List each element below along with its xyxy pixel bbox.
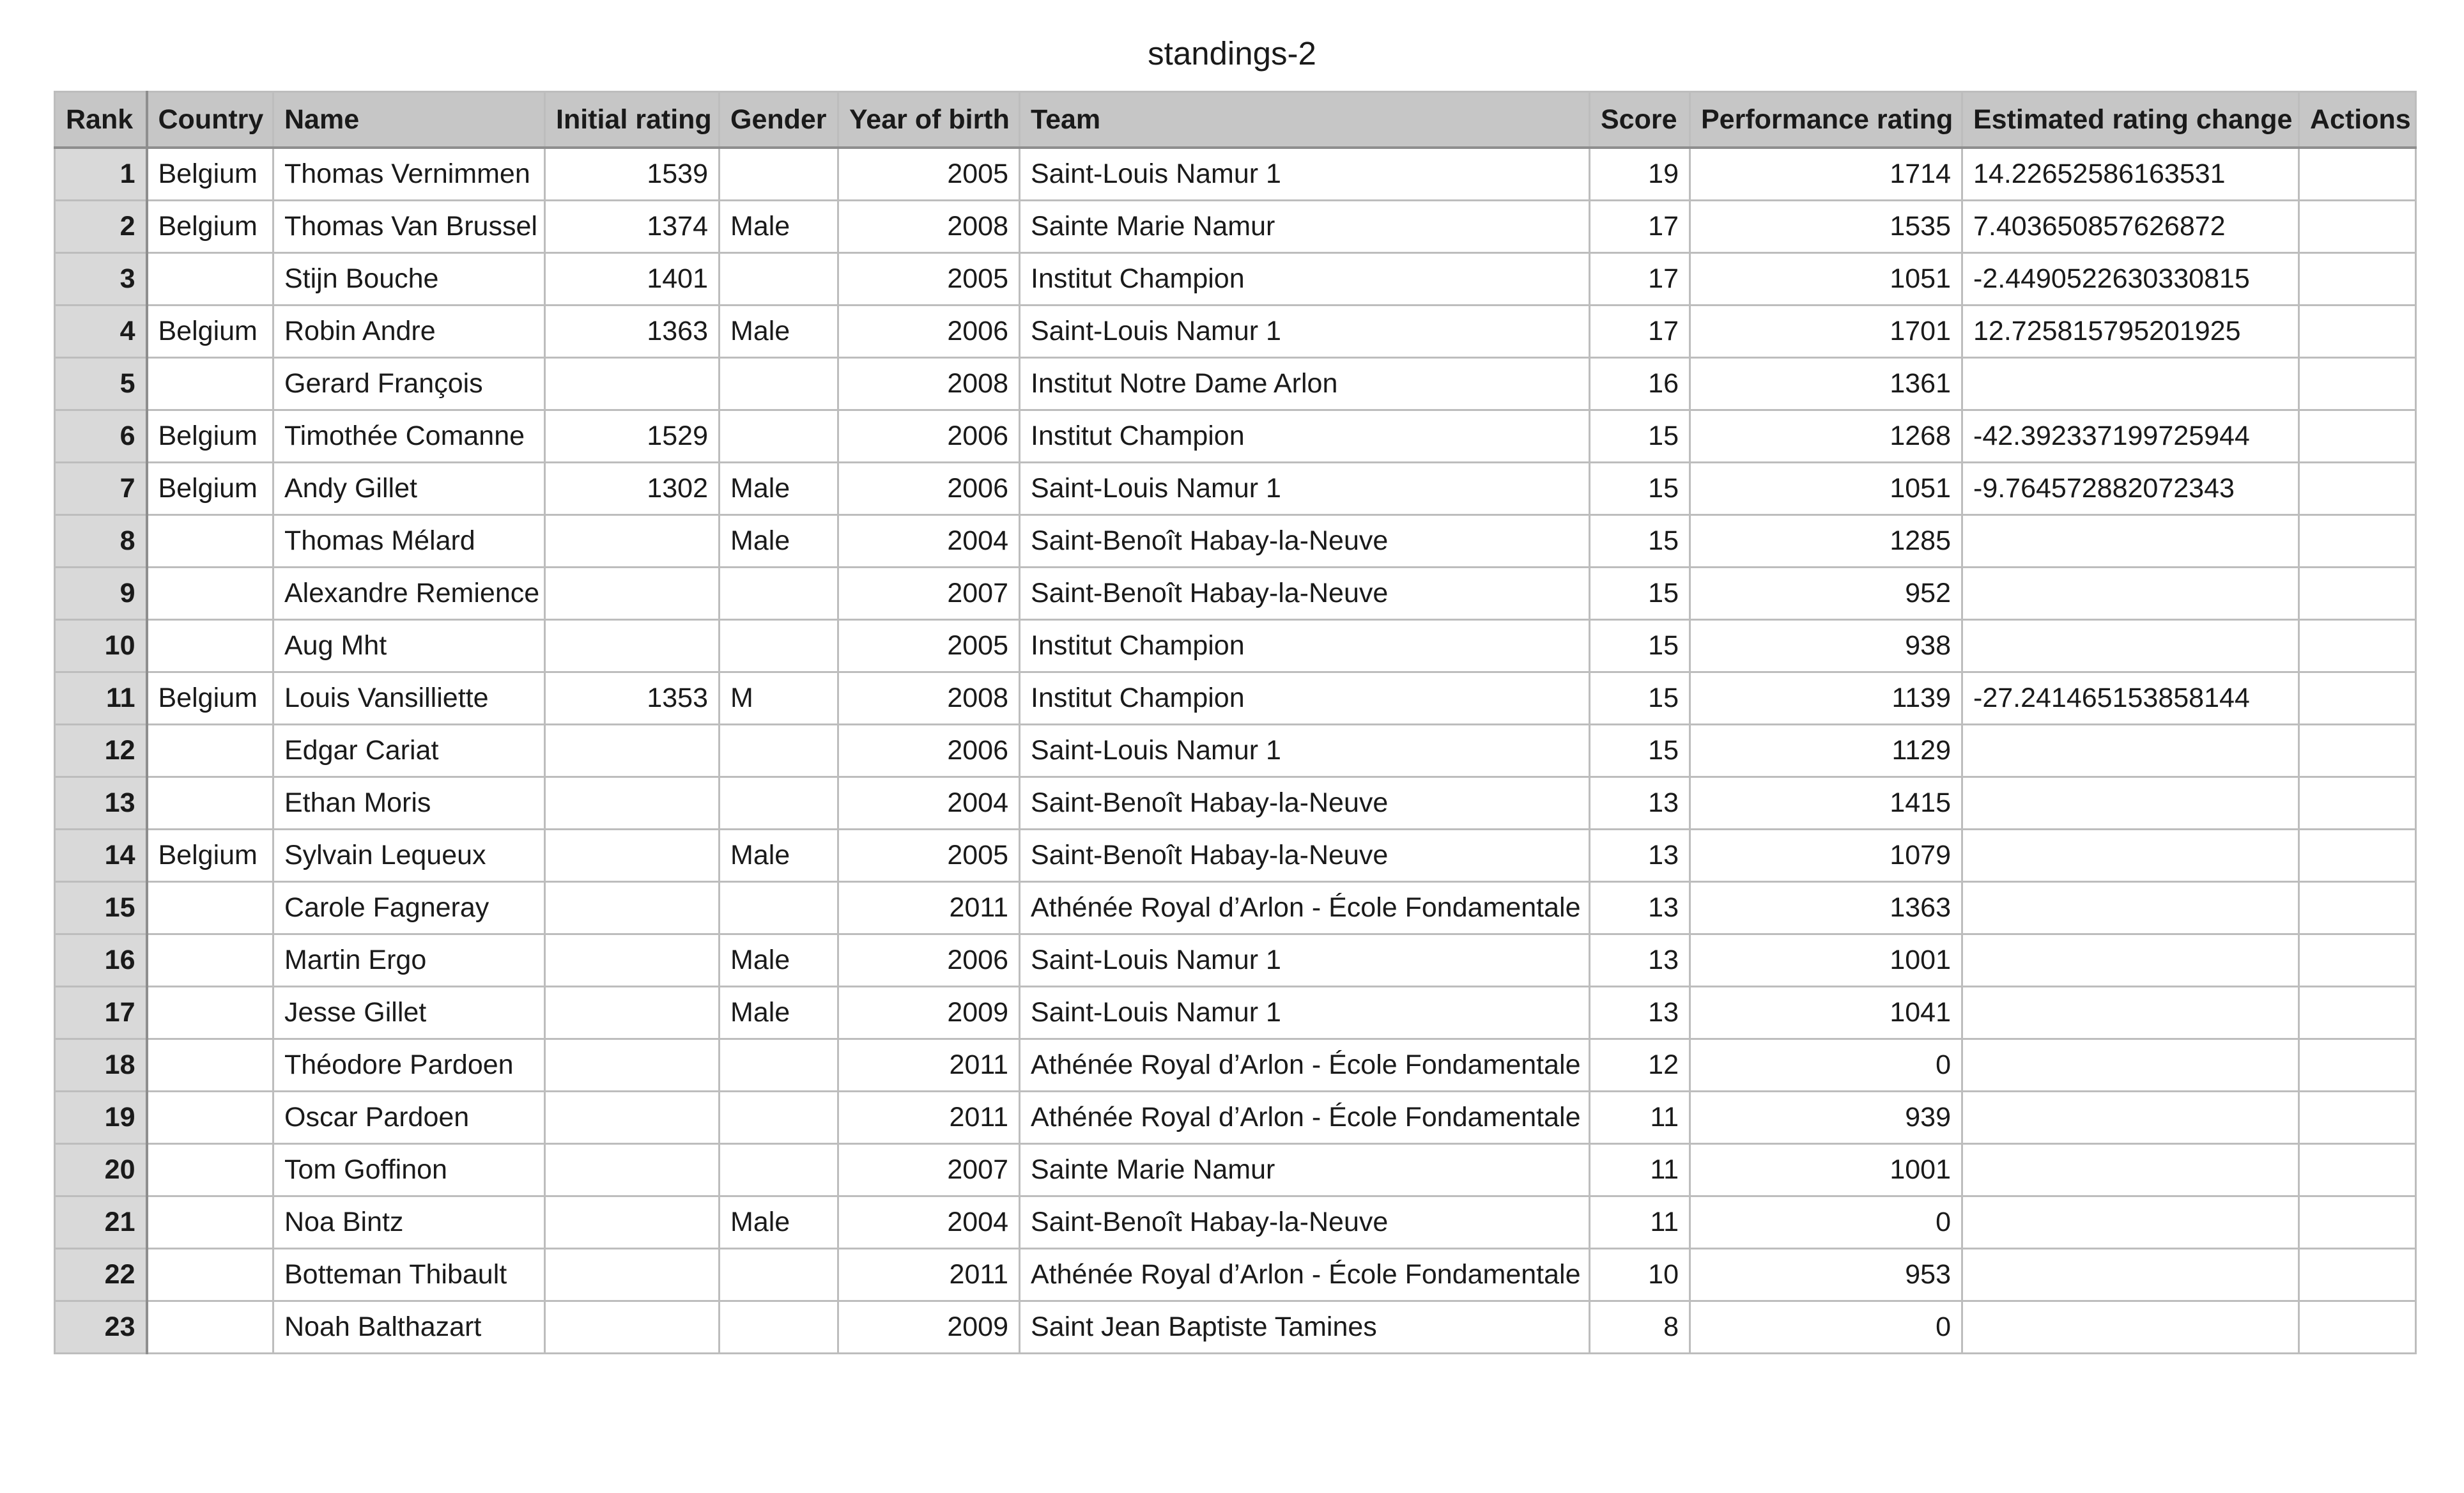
cell-gender[interactable]: Male [720, 934, 838, 987]
table-row[interactable] [55, 672, 2416, 725]
cell-team[interactable]: Institut Notre Dame Arlon [1020, 358, 1590, 410]
cell-country[interactable] [147, 987, 273, 1039]
cell-estimated-rating-change[interactable] [1962, 777, 2299, 830]
cell-actions[interactable] [2299, 358, 2416, 410]
cell-performance-rating[interactable]: 1285 [1690, 515, 1962, 568]
cell-country[interactable] [147, 515, 273, 568]
cell-estimated-rating-change[interactable]: -42.392337199725944 [1962, 410, 2299, 463]
column-header-performance-rating[interactable]: Performance rating [1690, 92, 1962, 148]
cell-team[interactable]: Saint-Benoît Habay-la-Neuve [1020, 515, 1590, 568]
cell-performance-rating[interactable]: 1051 [1690, 463, 1962, 515]
cell-performance-rating[interactable]: 1051 [1690, 253, 1962, 306]
table-row[interactable] [55, 1249, 2416, 1301]
cell-rank[interactable]: 5 [55, 358, 147, 410]
table-row[interactable] [55, 515, 2416, 568]
table-row[interactable] [55, 568, 2416, 620]
cell-estimated-rating-change[interactable] [1962, 620, 2299, 672]
cell-name[interactable]: Gerard François [273, 358, 545, 410]
cell-year-of-birth[interactable]: 2006 [838, 725, 1020, 777]
cell-performance-rating[interactable]: 1139 [1690, 672, 1962, 725]
cell-actions[interactable] [2299, 1092, 2416, 1144]
cell-rank[interactable]: 21 [55, 1196, 147, 1249]
cell-team[interactable]: Saint-Louis Namur 1 [1020, 934, 1590, 987]
cell-country[interactable] [147, 568, 273, 620]
column-header-score[interactable]: Score [1590, 92, 1690, 148]
cell-rank[interactable]: 12 [55, 725, 147, 777]
cell-score[interactable]: 12 [1590, 1039, 1690, 1092]
cell-score[interactable]: 8 [1590, 1301, 1690, 1354]
cell-performance-rating[interactable]: 938 [1690, 620, 1962, 672]
cell-rank[interactable]: 16 [55, 934, 147, 987]
cell-actions[interactable] [2299, 882, 2416, 934]
cell-rank[interactable]: 20 [55, 1144, 147, 1196]
cell-team[interactable]: Institut Champion [1020, 672, 1590, 725]
table-row[interactable] [55, 463, 2416, 515]
cell-name[interactable]: Louis Vansilliette [273, 672, 545, 725]
cell-estimated-rating-change[interactable] [1962, 1092, 2299, 1144]
cell-estimated-rating-change[interactable] [1962, 987, 2299, 1039]
cell-rank[interactable]: 8 [55, 515, 147, 568]
cell-name[interactable]: Robin Andre [273, 306, 545, 358]
cell-year-of-birth[interactable]: 2011 [838, 1039, 1020, 1092]
cell-actions[interactable] [2299, 1249, 2416, 1301]
cell-performance-rating[interactable]: 1041 [1690, 987, 1962, 1039]
column-header-actions[interactable]: Actions [2299, 92, 2416, 148]
cell-country[interactable] [147, 1039, 273, 1092]
cell-estimated-rating-change[interactable]: 14.22652586163531 [1962, 148, 2299, 201]
cell-gender[interactable] [720, 725, 838, 777]
cell-gender[interactable]: Male [720, 201, 838, 253]
cell-actions[interactable] [2299, 253, 2416, 306]
cell-year-of-birth[interactable]: 2006 [838, 463, 1020, 515]
cell-score[interactable]: 15 [1590, 672, 1690, 725]
cell-country[interactable]: Belgium [147, 410, 273, 463]
cell-name[interactable]: Sylvain Lequeux [273, 830, 545, 882]
cell-gender[interactable]: Male [720, 1196, 838, 1249]
cell-rank[interactable]: 3 [55, 253, 147, 306]
column-header-country[interactable]: Country [147, 92, 273, 148]
cell-initial-rating[interactable] [545, 358, 720, 410]
cell-performance-rating[interactable]: 1079 [1690, 830, 1962, 882]
table-row[interactable] [55, 1301, 2416, 1354]
cell-year-of-birth[interactable]: 2005 [838, 253, 1020, 306]
cell-year-of-birth[interactable]: 2008 [838, 672, 1020, 725]
cell-name[interactable]: Martin Ergo [273, 934, 545, 987]
column-header-rank[interactable]: Rank [55, 92, 147, 148]
cell-year-of-birth[interactable]: 2011 [838, 1092, 1020, 1144]
cell-estimated-rating-change[interactable] [1962, 1196, 2299, 1249]
cell-initial-rating[interactable] [545, 620, 720, 672]
cell-name[interactable]: Tom Goffinon [273, 1144, 545, 1196]
cell-estimated-rating-change[interactable]: -27.241465153858144 [1962, 672, 2299, 725]
column-header-initial-rating[interactable]: Initial rating [545, 92, 720, 148]
cell-rank[interactable]: 9 [55, 568, 147, 620]
cell-name[interactable]: Botteman Thibault [273, 1249, 545, 1301]
cell-performance-rating[interactable]: 953 [1690, 1249, 1962, 1301]
cell-gender[interactable] [720, 410, 838, 463]
cell-score[interactable]: 17 [1590, 306, 1690, 358]
cell-estimated-rating-change[interactable] [1962, 1301, 2299, 1354]
cell-estimated-rating-change[interactable] [1962, 882, 2299, 934]
cell-year-of-birth[interactable]: 2011 [838, 1249, 1020, 1301]
cell-country[interactable] [147, 725, 273, 777]
table-row[interactable] [55, 358, 2416, 410]
cell-estimated-rating-change[interactable]: 12.725815795201925 [1962, 306, 2299, 358]
cell-year-of-birth[interactable]: 2004 [838, 1196, 1020, 1249]
cell-performance-rating[interactable]: 1415 [1690, 777, 1962, 830]
table-row[interactable] [55, 1039, 2416, 1092]
cell-initial-rating[interactable] [545, 934, 720, 987]
cell-team[interactable]: Saint Jean Baptiste Tamines [1020, 1301, 1590, 1354]
column-header-estimated-rating-change[interactable]: Estimated rating change [1962, 92, 2299, 148]
cell-gender[interactable]: Male [720, 306, 838, 358]
column-header-year-of-birth[interactable]: Year of birth [838, 92, 1020, 148]
table-row[interactable] [55, 987, 2416, 1039]
cell-performance-rating[interactable]: 1001 [1690, 934, 1962, 987]
cell-gender[interactable] [720, 882, 838, 934]
cell-gender[interactable] [720, 568, 838, 620]
cell-rank[interactable]: 14 [55, 830, 147, 882]
cell-year-of-birth[interactable]: 2004 [838, 777, 1020, 830]
cell-country[interactable] [147, 777, 273, 830]
cell-actions[interactable] [2299, 830, 2416, 882]
cell-estimated-rating-change[interactable] [1962, 1144, 2299, 1196]
cell-country[interactable] [147, 882, 273, 934]
table-row[interactable] [55, 201, 2416, 253]
cell-performance-rating[interactable]: 1535 [1690, 201, 1962, 253]
cell-actions[interactable] [2299, 1196, 2416, 1249]
cell-name[interactable]: Andy Gillet [273, 463, 545, 515]
cell-year-of-birth[interactable]: 2007 [838, 1144, 1020, 1196]
cell-actions[interactable] [2299, 1039, 2416, 1092]
cell-score[interactable]: 16 [1590, 358, 1690, 410]
cell-initial-rating[interactable] [545, 987, 720, 1039]
cell-country[interactable] [147, 934, 273, 987]
cell-performance-rating[interactable]: 1129 [1690, 725, 1962, 777]
cell-year-of-birth[interactable]: 2009 [838, 1301, 1020, 1354]
cell-rank[interactable]: 7 [55, 463, 147, 515]
cell-country[interactable] [147, 620, 273, 672]
cell-rank[interactable]: 13 [55, 777, 147, 830]
cell-score[interactable]: 15 [1590, 620, 1690, 672]
cell-score[interactable]: 11 [1590, 1092, 1690, 1144]
cell-name[interactable]: Thomas Vernimmen [273, 148, 545, 201]
column-header-gender[interactable]: Gender [720, 92, 838, 148]
cell-actions[interactable] [2299, 201, 2416, 253]
cell-name[interactable]: Thomas Van Brussel [273, 201, 545, 253]
sheet-title: standings-2 [1148, 35, 1316, 72]
cell-country[interactable]: Belgium [147, 201, 273, 253]
cell-gender[interactable]: Male [720, 515, 838, 568]
cell-performance-rating[interactable]: 939 [1690, 1092, 1962, 1144]
cell-gender[interactable] [720, 253, 838, 306]
cell-gender[interactable] [720, 148, 838, 201]
cell-rank[interactable]: 6 [55, 410, 147, 463]
cell-rank[interactable]: 15 [55, 882, 147, 934]
cell-name[interactable]: Alexandre Remience [273, 568, 545, 620]
cell-score[interactable]: 15 [1590, 463, 1690, 515]
cell-gender[interactable] [720, 620, 838, 672]
cell-actions[interactable] [2299, 620, 2416, 672]
cell-year-of-birth[interactable]: 2005 [838, 148, 1020, 201]
cell-name[interactable]: Jesse Gillet [273, 987, 545, 1039]
cell-score[interactable]: 13 [1590, 934, 1690, 987]
table-row[interactable] [55, 882, 2416, 934]
cell-estimated-rating-change[interactable]: -2.4490522630330815 [1962, 253, 2299, 306]
cell-initial-rating[interactable] [545, 777, 720, 830]
cell-score[interactable]: 11 [1590, 1196, 1690, 1249]
cell-score[interactable]: 17 [1590, 201, 1690, 253]
cell-team[interactable]: Saint-Benoît Habay-la-Neuve [1020, 568, 1590, 620]
cell-score[interactable]: 15 [1590, 515, 1690, 568]
cell-score[interactable]: 10 [1590, 1249, 1690, 1301]
cell-country[interactable] [147, 1249, 273, 1301]
cell-team[interactable]: Saint-Benoît Habay-la-Neuve [1020, 777, 1590, 830]
cell-year-of-birth[interactable]: 2006 [838, 306, 1020, 358]
cell-name[interactable]: Thomas Mélard [273, 515, 545, 568]
cell-score[interactable]: 15 [1590, 725, 1690, 777]
cell-name[interactable]: Aug Mht [273, 620, 545, 672]
cell-estimated-rating-change[interactable]: -9.764572882072343 [1962, 463, 2299, 515]
cell-name[interactable]: Ethan Moris [273, 777, 545, 830]
cell-performance-rating[interactable]: 1001 [1690, 1144, 1962, 1196]
cell-team[interactable]: Sainte Marie Namur [1020, 1144, 1590, 1196]
cell-gender[interactable]: M [720, 672, 838, 725]
cell-actions[interactable] [2299, 987, 2416, 1039]
cell-year-of-birth[interactable]: 2008 [838, 358, 1020, 410]
cell-initial-rating[interactable] [545, 1039, 720, 1092]
cell-name[interactable]: Noah Balthazart [273, 1301, 545, 1354]
cell-country[interactable]: Belgium [147, 830, 273, 882]
cell-initial-rating[interactable]: 1353 [545, 672, 720, 725]
cell-team[interactable]: Saint-Louis Namur 1 [1020, 987, 1590, 1039]
cell-team[interactable]: Institut Champion [1020, 253, 1590, 306]
cell-score[interactable]: 11 [1590, 1144, 1690, 1196]
cell-initial-rating[interactable]: 1401 [545, 253, 720, 306]
cell-score[interactable]: 13 [1590, 882, 1690, 934]
table-row[interactable] [55, 725, 2416, 777]
cell-team[interactable]: Saint-Benoît Habay-la-Neuve [1020, 1196, 1590, 1249]
cell-performance-rating[interactable]: 1361 [1690, 358, 1962, 410]
cell-estimated-rating-change[interactable] [1962, 358, 2299, 410]
table-row[interactable] [55, 306, 2416, 358]
cell-name[interactable]: Edgar Cariat [273, 725, 545, 777]
cell-team[interactable]: Saint-Benoît Habay-la-Neuve [1020, 830, 1590, 882]
cell-name[interactable]: Théodore Pardoen [273, 1039, 545, 1092]
cell-team[interactable]: Saint-Louis Namur 1 [1020, 306, 1590, 358]
cell-gender[interactable] [720, 358, 838, 410]
cell-score[interactable]: 13 [1590, 777, 1690, 830]
cell-estimated-rating-change[interactable] [1962, 1249, 2299, 1301]
cell-actions[interactable] [2299, 934, 2416, 987]
cell-gender[interactable]: Male [720, 830, 838, 882]
cell-gender[interactable] [720, 1039, 838, 1092]
cell-country[interactable] [147, 1196, 273, 1249]
cell-estimated-rating-change[interactable] [1962, 934, 2299, 987]
cell-initial-rating[interactable] [545, 1249, 720, 1301]
cell-name[interactable]: Carole Fagneray [273, 882, 545, 934]
cell-year-of-birth[interactable]: 2006 [838, 934, 1020, 987]
cell-performance-rating[interactable]: 1268 [1690, 410, 1962, 463]
cell-initial-rating[interactable] [545, 515, 720, 568]
table-row[interactable] [55, 1092, 2416, 1144]
cell-performance-rating[interactable]: 952 [1690, 568, 1962, 620]
cell-initial-rating[interactable] [545, 1144, 720, 1196]
cell-country[interactable] [147, 253, 273, 306]
cell-initial-rating[interactable] [545, 830, 720, 882]
cell-initial-rating[interactable]: 1529 [545, 410, 720, 463]
table-row[interactable] [55, 777, 2416, 830]
cell-rank[interactable]: 17 [55, 987, 147, 1039]
cell-team[interactable]: Athénée Royal d’Arlon - École Fondamentale [1020, 882, 1590, 934]
cell-country[interactable] [147, 1301, 273, 1354]
cell-score[interactable]: 15 [1590, 568, 1690, 620]
cell-actions[interactable] [2299, 672, 2416, 725]
cell-team[interactable]: Institut Champion [1020, 620, 1590, 672]
cell-score[interactable]: 15 [1590, 410, 1690, 463]
cell-team[interactable]: Institut Champion [1020, 410, 1590, 463]
cell-gender[interactable] [720, 777, 838, 830]
cell-score[interactable]: 17 [1590, 253, 1690, 306]
cell-rank[interactable]: 10 [55, 620, 147, 672]
cell-performance-rating[interactable]: 0 [1690, 1196, 1962, 1249]
cell-performance-rating[interactable]: 0 [1690, 1301, 1962, 1354]
cell-estimated-rating-change[interactable] [1962, 1039, 2299, 1092]
cell-actions[interactable] [2299, 463, 2416, 515]
cell-actions[interactable] [2299, 148, 2416, 201]
cell-score[interactable]: 13 [1590, 987, 1690, 1039]
table-row[interactable] [55, 620, 2416, 672]
cell-team[interactable]: Athénée Royal d’Arlon - École Fondamentale [1020, 1249, 1590, 1301]
cell-actions[interactable] [2299, 568, 2416, 620]
cell-performance-rating[interactable]: 0 [1690, 1039, 1962, 1092]
cell-rank[interactable]: 2 [55, 201, 147, 253]
cell-initial-rating[interactable]: 1374 [545, 201, 720, 253]
cell-country[interactable] [147, 1144, 273, 1196]
cell-actions[interactable] [2299, 306, 2416, 358]
cell-score[interactable]: 19 [1590, 148, 1690, 201]
cell-country[interactable]: Belgium [147, 672, 273, 725]
cell-gender[interactable] [720, 1249, 838, 1301]
cell-estimated-rating-change[interactable] [1962, 515, 2299, 568]
cell-initial-rating[interactable]: 1363 [545, 306, 720, 358]
cell-name[interactable]: Stijn Bouche [273, 253, 545, 306]
cell-rank[interactable]: 4 [55, 306, 147, 358]
cell-team[interactable]: Saint-Louis Namur 1 [1020, 725, 1590, 777]
cell-country[interactable]: Belgium [147, 148, 273, 201]
cell-actions[interactable] [2299, 1144, 2416, 1196]
column-header-name[interactable]: Name [273, 92, 545, 148]
cell-actions[interactable] [2299, 515, 2416, 568]
table-row[interactable] [55, 1196, 2416, 1249]
cell-year-of-birth[interactable]: 2005 [838, 620, 1020, 672]
cell-team[interactable]: Saint-Louis Namur 1 [1020, 463, 1590, 515]
cell-initial-rating[interactable] [545, 725, 720, 777]
cell-rank[interactable]: 1 [55, 148, 147, 201]
cell-name[interactable]: Oscar Pardoen [273, 1092, 545, 1144]
standings-table [54, 91, 2417, 1354]
cell-initial-rating[interactable] [545, 568, 720, 620]
cell-country[interactable]: Belgium [147, 306, 273, 358]
cell-team[interactable]: Athénée Royal d’Arlon - École Fondamentale [1020, 1039, 1590, 1092]
cell-country[interactable] [147, 358, 273, 410]
cell-year-of-birth[interactable]: 2008 [838, 201, 1020, 253]
table-row[interactable] [55, 253, 2416, 306]
table-body [55, 148, 2416, 1354]
cell-team[interactable]: Sainte Marie Namur [1020, 201, 1590, 253]
cell-performance-rating[interactable]: 1701 [1690, 306, 1962, 358]
cell-initial-rating[interactable]: 1539 [545, 148, 720, 201]
cell-gender[interactable] [720, 1144, 838, 1196]
cell-rank[interactable]: 18 [55, 1039, 147, 1092]
cell-performance-rating[interactable]: 1714 [1690, 148, 1962, 201]
cell-rank[interactable]: 19 [55, 1092, 147, 1144]
cell-estimated-rating-change[interactable]: 7.403650857626872 [1962, 201, 2299, 253]
cell-year-of-birth[interactable]: 2007 [838, 568, 1020, 620]
cell-performance-rating[interactable]: 1363 [1690, 882, 1962, 934]
cell-country[interactable]: Belgium [147, 463, 273, 515]
cell-actions[interactable] [2299, 410, 2416, 463]
cell-initial-rating[interactable] [545, 1196, 720, 1249]
table-row[interactable] [55, 1144, 2416, 1196]
table-row[interactable] [55, 830, 2416, 882]
cell-year-of-birth[interactable]: 2006 [838, 410, 1020, 463]
cell-country[interactable] [147, 1092, 273, 1144]
cell-initial-rating[interactable] [545, 1092, 720, 1144]
cell-team[interactable]: Athénée Royal d’Arlon - École Fondamentale [1020, 1092, 1590, 1144]
cell-name[interactable]: Noa Bintz [273, 1196, 545, 1249]
cell-actions[interactable] [2299, 725, 2416, 777]
cell-team[interactable]: Saint-Louis Namur 1 [1020, 148, 1590, 201]
cell-name[interactable]: Timothée Comanne [273, 410, 545, 463]
cell-rank[interactable]: 11 [55, 672, 147, 725]
cell-year-of-birth[interactable]: 2009 [838, 987, 1020, 1039]
table-row[interactable] [55, 148, 2416, 201]
header-row [55, 92, 2416, 148]
cell-initial-rating[interactable]: 1302 [545, 463, 720, 515]
cell-year-of-birth[interactable]: 2004 [838, 515, 1020, 568]
cell-gender[interactable] [720, 1092, 838, 1144]
cell-estimated-rating-change[interactable] [1962, 830, 2299, 882]
table-row[interactable] [55, 410, 2416, 463]
table-row[interactable] [55, 934, 2416, 987]
cell-rank[interactable]: 22 [55, 1249, 147, 1301]
cell-actions[interactable] [2299, 777, 2416, 830]
cell-actions[interactable] [2299, 1301, 2416, 1354]
cell-initial-rating[interactable] [545, 882, 720, 934]
cell-year-of-birth[interactable]: 2011 [838, 882, 1020, 934]
cell-gender[interactable]: Male [720, 987, 838, 1039]
cell-gender[interactable]: Male [720, 463, 838, 515]
cell-initial-rating[interactable] [545, 1301, 720, 1354]
cell-year-of-birth[interactable]: 2005 [838, 830, 1020, 882]
cell-estimated-rating-change[interactable] [1962, 568, 2299, 620]
cell-estimated-rating-change[interactable] [1962, 725, 2299, 777]
cell-gender[interactable] [720, 1301, 838, 1354]
cell-score[interactable]: 13 [1590, 830, 1690, 882]
column-header-team[interactable]: Team [1020, 92, 1590, 148]
cell-rank[interactable]: 23 [55, 1301, 147, 1354]
